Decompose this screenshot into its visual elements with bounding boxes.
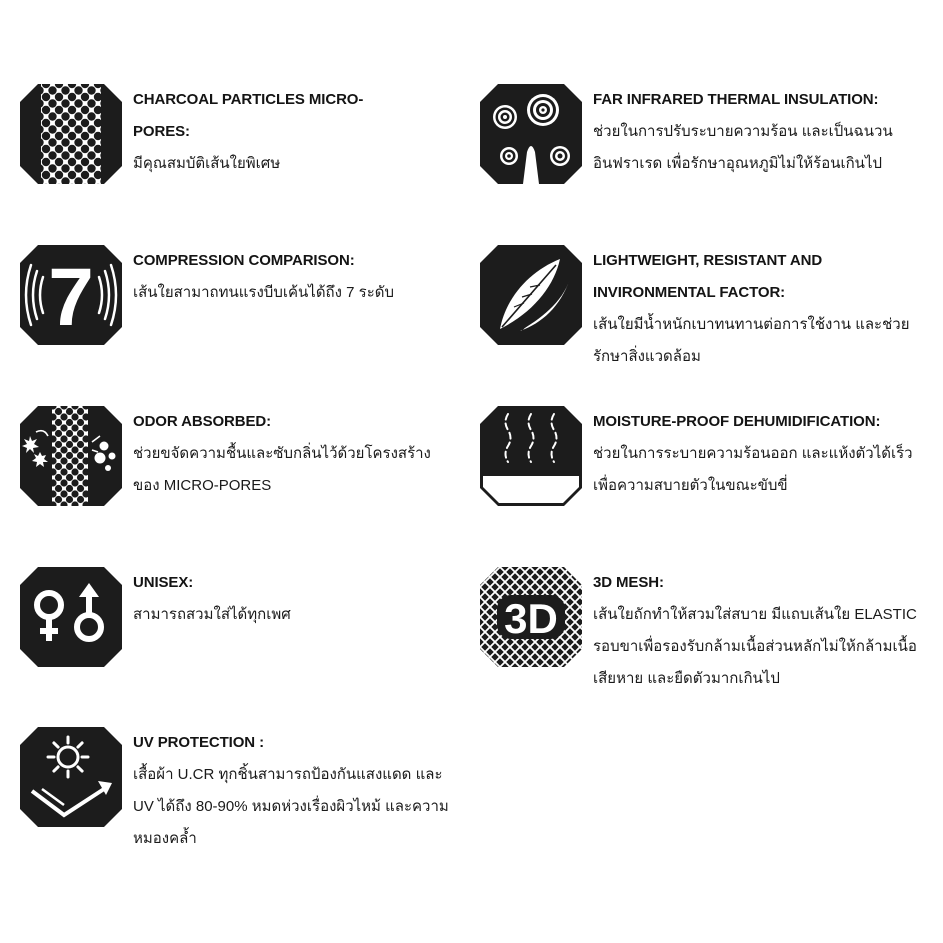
feature-title: LIGHTWEIGHT, RESISTANT AND xyxy=(593,252,823,269)
feature-description: เสื้อผ้า U.CR ทุกชิ้นสามารถป้องกันแสงแดด และ xyxy=(133,766,443,783)
feature-description: UV ได้ถึง 80-90% หมดห่วงเรื่องผิวไหม้ และความ xyxy=(133,798,449,815)
feature-description: เส้นใยมีน้ำหนักเบาทนทานต่อการใช้งาน และช่วย xyxy=(593,316,910,333)
feature-title: ODOR ABSORBED: xyxy=(133,413,272,430)
moisture-wave-icon xyxy=(480,406,582,506)
feature-text xyxy=(133,727,473,855)
feature-title: FAR INFRARED THERMAL INSULATION: xyxy=(593,91,879,108)
feature-text xyxy=(593,567,933,695)
feature-compression xyxy=(20,245,475,385)
feature-charcoal-particles xyxy=(20,84,475,224)
mesh-3d-icon xyxy=(480,567,582,667)
compression-numeral: 7 xyxy=(48,252,94,343)
mesh-label: 3D xyxy=(504,595,558,642)
feature-title: PORES: xyxy=(133,123,190,140)
compression-seven-icon xyxy=(20,245,122,345)
feature-description: สามารถสวมใส่ได้ทุกเพศ xyxy=(133,606,291,623)
feature-description: หมองคล้ำ xyxy=(133,830,197,847)
feature-far-infrared xyxy=(480,84,935,224)
feature-3d-mesh xyxy=(480,567,935,707)
feature-text xyxy=(133,567,473,631)
feature-moisture-proof xyxy=(480,406,935,546)
feature-title: CHARCOAL PARTICLES MICRO- xyxy=(133,91,364,108)
feature-text xyxy=(593,84,933,180)
feature-lightweight xyxy=(480,245,935,385)
feature-title: UV PROTECTION : xyxy=(133,734,265,751)
feature-title: COMPRESSION COMPARISON: xyxy=(133,252,355,269)
far-infrared-icon xyxy=(480,84,582,184)
feature-uv-protection xyxy=(20,727,475,867)
feature-title: 3D MESH: xyxy=(593,574,664,591)
feature-description: เสียหาย และยืดตัวมากเกินไป xyxy=(593,670,780,687)
feature-description: มีคุณสมบัติเส้นใยพิเศษ xyxy=(133,155,281,172)
feature-description: รักษาสิ่งแวดล้อม xyxy=(593,348,701,365)
feature-description: เส้นใยสามาถทนแรงบีบเค้นได้ถึง 7 ระดับ xyxy=(133,284,395,301)
feature-text xyxy=(593,406,933,502)
feature-description: รอบขาเพื่อรองรับกล้ามเนื้อส่วนหลักไม่ให้กล้ามเนื้อ xyxy=(593,638,917,655)
feature-title: UNISEX: xyxy=(133,574,194,591)
feature-odor-absorbed xyxy=(20,406,475,546)
unisex-symbols-icon xyxy=(20,567,122,667)
feature-description: ช่วยขจัดความชื้นและซับกลิ่นไว้ด้วยโครงสร้าง xyxy=(133,445,431,462)
feature-description: ของ MICRO-PORES xyxy=(133,477,272,494)
feature-description: ช่วยในการปรับระบายความร้อน และเป็นฉนวน xyxy=(593,123,893,140)
uv-sun-icon xyxy=(20,727,122,827)
feature-description: ช่วยในการระบายความร้อนออก และแห้งตัวได้เร็ว xyxy=(593,445,913,462)
feature-title: MOISTURE-PROOF DEHUMIDIFICATION: xyxy=(593,413,881,430)
feature-text xyxy=(133,84,473,180)
feature-description: อินฟราเรด เพื่อรักษาอุณหภูมิไม่ให้ร้อนเกินไป xyxy=(593,155,883,172)
feature-title: INVIRONMENTAL FACTOR: xyxy=(593,284,786,301)
feature-text xyxy=(133,406,473,502)
feather-icon xyxy=(480,245,582,345)
feature-description: เพื่อความสบายตัวในขณะขับขี่ xyxy=(593,477,788,494)
feature-text xyxy=(593,245,933,373)
charcoal-micro-pores-icon xyxy=(20,84,122,184)
feature-description: เส้นใยถักทำให้สวมใส่สบาย มีแถบเส้นใย ELASTIC xyxy=(593,606,917,623)
feature-unisex xyxy=(20,567,475,707)
odor-absorb-icon xyxy=(20,406,122,506)
feature-text xyxy=(133,245,473,309)
